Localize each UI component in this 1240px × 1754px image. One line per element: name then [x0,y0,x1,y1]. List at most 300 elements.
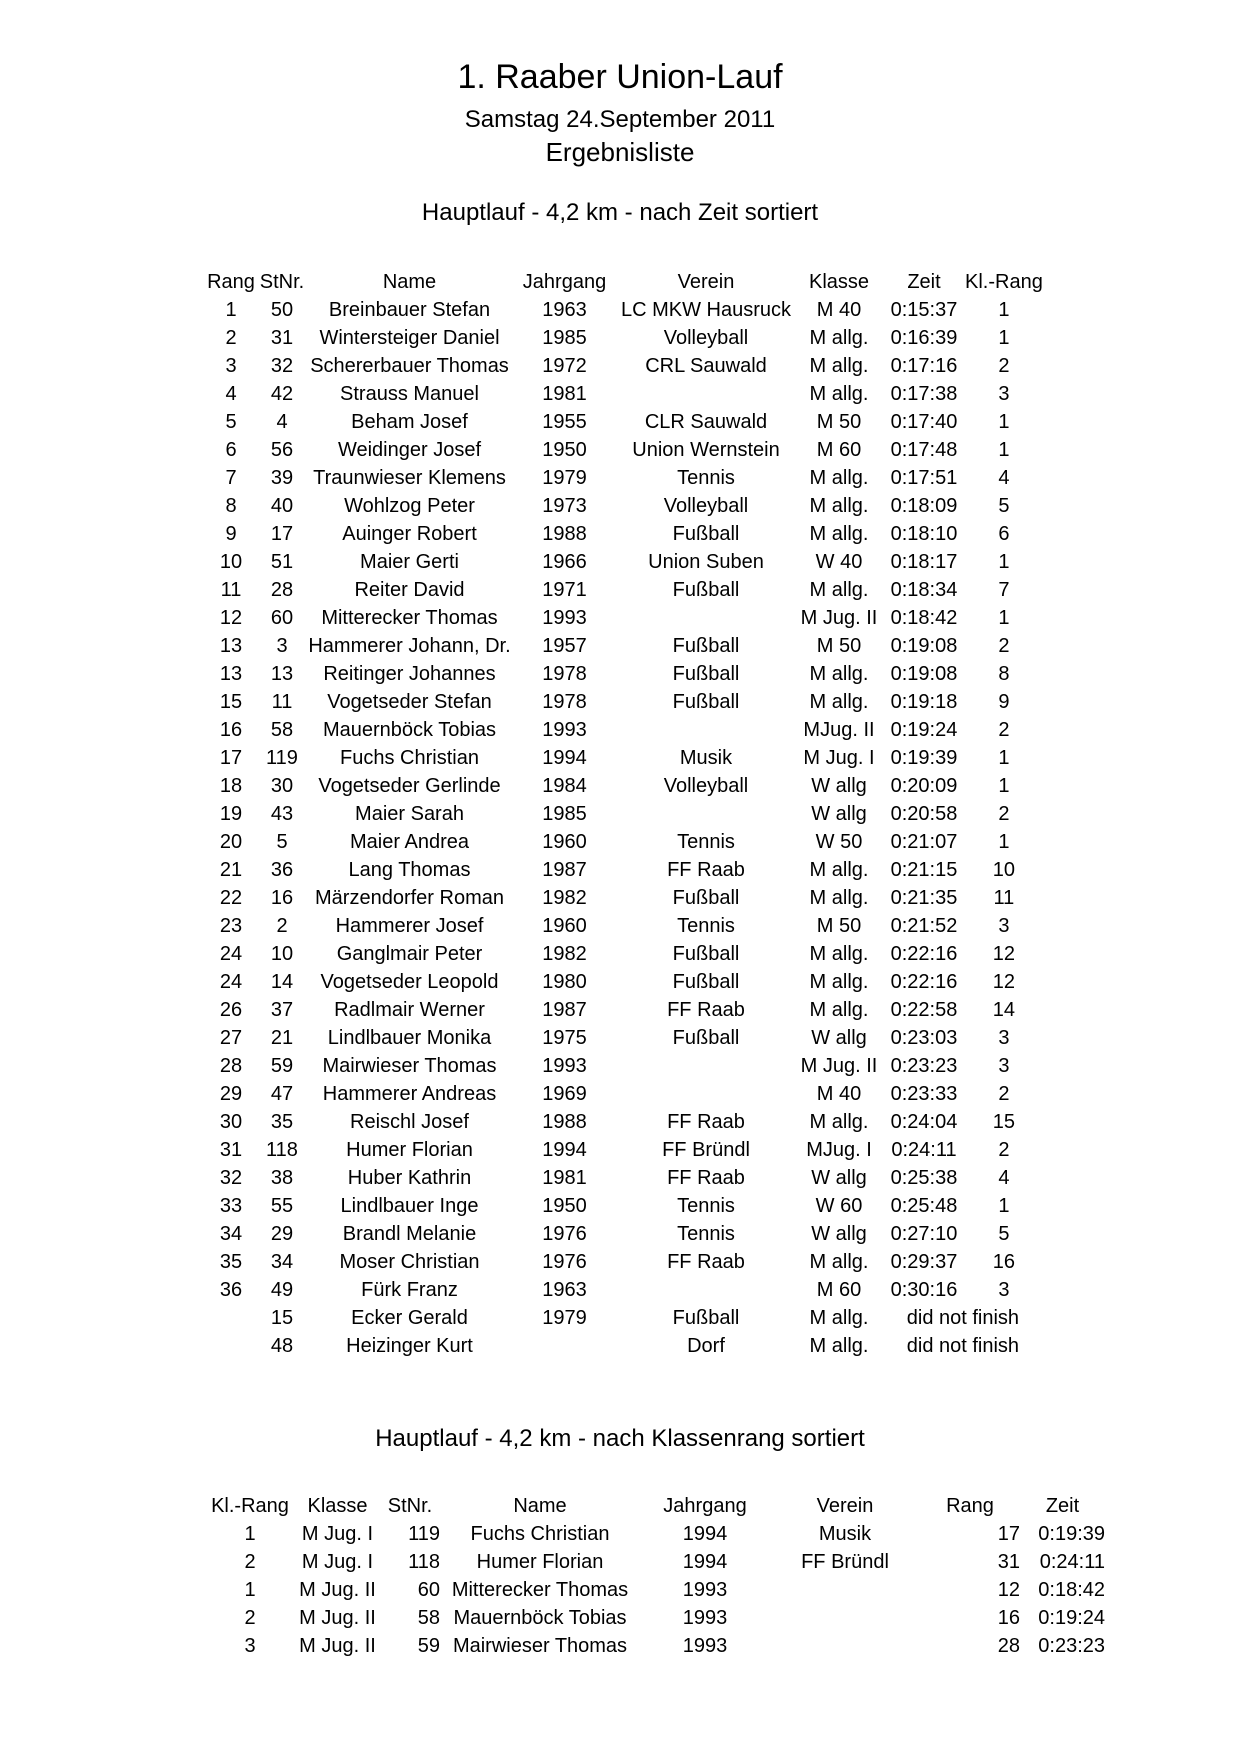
table-cell: 30 [270,775,294,797]
table-cell: 0:22:16 [890,971,958,993]
table-cell: 36 [270,859,294,881]
table-cell: 0:23:03 [890,1027,958,1049]
table-cell: 3 [998,1027,1010,1049]
table-cell: M Jug. II [800,1055,878,1077]
table-row [205,1304,1043,1332]
table-cell: Fußball [672,1307,740,1329]
table-cell: 31 [219,1139,243,1161]
table-cell: 51 [270,551,294,573]
page-title: 1. Raaber Union-Lauf [457,58,783,96]
table-cell: 0:21:15 [890,859,958,881]
table-cell: 28 [997,1635,1020,1657]
table-cell: MJug. II [803,719,875,741]
table-cell: 16 [219,719,243,741]
table-row [205,912,1043,940]
table-cell: 0:21:07 [890,831,958,853]
table-cell: W allg [811,1027,867,1049]
table-cell: 0:20:58 [890,803,958,825]
table-cell: Union Wernstein [632,439,780,461]
table-cell: LC MKW Hausruck [620,299,792,321]
table-cell: M Jug. I [301,1523,374,1545]
table-row [205,1164,1043,1192]
table-row [205,744,1043,772]
table-cell: 4 [225,383,237,405]
table-cell: 4 [998,467,1010,489]
table-cell: FF Raab [667,1251,745,1273]
table-cell: 1950 [542,439,587,461]
table-cell: 1984 [542,775,587,797]
column-header: Name [513,1495,567,1517]
table-cell: 50 [270,299,294,321]
table-cell: Lindlbauer Inge [340,1195,479,1217]
results-table-by-class [205,1492,1105,1660]
table-cell: M Jug. II [299,1579,376,1601]
results-table-by-time [205,268,1043,1360]
table-cell: Mitterecker Thomas [451,1579,629,1601]
table-cell: 14 [270,971,294,993]
table-cell: 3 [244,1635,256,1657]
table-row [205,828,1043,856]
table-cell: 0:19:18 [890,691,958,713]
table-row [205,1136,1043,1164]
table-cell: 5 [225,411,237,433]
table-cell: 13 [219,663,243,685]
table-cell: 0:17:40 [890,411,958,433]
column-header: Jahrgang [663,1495,747,1517]
table-row [205,1276,1043,1304]
table-cell: 1993 [682,1607,728,1629]
table-cell: Fürk Franz [361,1279,458,1301]
table-cell [617,716,795,744]
table-cell: 0:18:42 [1038,1579,1105,1601]
column-header: Kl.-Rang [965,271,1043,293]
table-cell: Breinbauer Stefan [328,299,491,321]
table-cell: FF Bründl [801,1551,889,1573]
table-cell: 43 [270,803,294,825]
table-cell: 1969 [542,1083,587,1105]
table-cell: M Jug. I [301,1551,374,1573]
table-cell: Strauss Manuel [340,383,479,405]
table-cell: 9 [225,523,237,545]
table-cell: 5 [998,495,1010,517]
table-cell: 13 [219,635,243,657]
table-cell: Vogetseder Stefan [327,691,492,713]
table-cell: 34 [270,1251,294,1273]
table-cell: 10 [219,551,243,573]
table-cell: Humer Florian [476,1551,604,1573]
table-cell: Auinger Robert [342,523,477,545]
table-cell: 1978 [542,663,587,685]
table-cell: 48 [270,1335,294,1357]
table-row [205,296,1043,324]
table-cell: Musik [818,1523,872,1545]
table-cell: 118 [266,1139,298,1161]
table-cell: 37 [270,999,294,1021]
table-cell: Fußball [672,663,740,685]
table-cell: 1 [225,299,237,321]
table-cell: M allg. [809,1335,869,1357]
table-cell: Beham Josef [351,411,468,433]
table-cell: 17 [270,523,294,545]
table-cell: 0:17:16 [890,355,958,377]
table-cell: FF Bründl [662,1139,750,1161]
table-cell: W 40 [815,551,863,573]
table-cell: Tennis [677,1195,735,1217]
table-cell: 2 [998,803,1010,825]
table-cell: Reischl Josef [350,1111,469,1133]
table-row [205,1248,1043,1276]
table-cell: 33 [219,1195,243,1217]
table-cell: 1985 [542,803,587,825]
table-cell: 11 [220,579,242,601]
table-cell: 1966 [542,551,587,573]
table-cell: Maier Andrea [350,831,469,853]
table-cell: 1 [998,299,1010,321]
table-cell: 6 [998,523,1010,545]
table-cell: 17 [219,747,243,769]
table-cell: Ganglmair Peter [336,943,483,965]
table-cell: 14 [992,999,1016,1021]
table-row [205,464,1043,492]
table-cell: 0:24:04 [890,1111,958,1133]
table-row [205,1604,1105,1632]
table-cell: 0:19:24 [890,719,958,741]
table-cell: M Jug. II [299,1635,376,1657]
table-cell: Mauernböck Tobias [322,719,497,741]
table-cell: MJug. I [806,1139,872,1161]
table-cell: 0:24:11 [891,1139,957,1161]
table-cell: 60 [270,607,294,629]
table-cell: Vogetseder Leopold [320,971,499,993]
table-cell: M Jug. I [803,747,875,769]
table-row [205,1332,1043,1360]
table-cell: 0:19:24 [1038,1607,1105,1629]
table-cell: 0:29:37 [890,1251,958,1273]
table-cell: 1994 [542,1139,587,1161]
table-cell: Fußball [672,943,740,965]
table-cell [770,1632,920,1660]
table-cell: Radlmair Werner [334,999,485,1021]
table-cell: 10 [270,943,294,965]
table-cell: 49 [270,1279,294,1301]
table-row [205,408,1043,436]
table-cell: Märzendorfer Roman [315,887,504,909]
table-cell: Weidinger Josef [337,439,482,461]
table-cell: Fußball [672,971,740,993]
table-cell: 4 [276,411,288,433]
table-cell: 1963 [542,1279,587,1301]
table-cell: 3 [998,383,1010,405]
table-row [205,996,1043,1024]
table-cell: 0:18:10 [890,523,958,545]
table-cell: 1 [998,1195,1010,1217]
column-header: Klasse [808,271,870,293]
table-cell: FF Raab [667,859,745,881]
table-cell: 10 [992,859,1016,881]
table-cell: 8 [998,663,1010,685]
table-row [205,380,1043,408]
table-cell: 24 [219,971,243,993]
table-cell: 56 [270,439,294,461]
table-row [205,716,1043,744]
table-cell: 31 [270,327,294,349]
table-cell: 1979 [542,1307,587,1329]
table-cell: 1 [244,1523,256,1545]
table-row [205,520,1043,548]
table-cell: FF Raab [667,1111,745,1133]
table-cell: Heizinger Kurt [346,1335,473,1357]
table-cell: 12 [219,607,243,629]
table-cell: 0:16:39 [890,327,958,349]
table-cell: Hammerer Johann, Dr. [308,635,511,657]
table-cell: Musik [679,747,733,769]
table-cell: 0:23:33 [890,1083,958,1105]
document-type: Ergebnisliste [545,137,695,167]
column-header: Klasse [307,1495,368,1517]
table-cell: M allg. [809,887,869,909]
table-cell: 1 [998,327,1010,349]
table-cell: 1975 [542,1027,587,1049]
table-cell: W allg [811,1167,867,1189]
table-cell: 1973 [542,495,587,517]
table-row [205,772,1043,800]
table-cell: 1960 [542,831,587,853]
table-cell: 0:21:52 [890,915,958,937]
table-cell: M 50 [816,915,862,937]
table-cell: Humer Florian [346,1139,473,1161]
table-cell: 55 [270,1195,294,1217]
table-row [205,884,1043,912]
event-date: Samstag 24.September 2011 [464,106,776,133]
table-cell: 39 [270,467,294,489]
table-cell: 22 [219,887,243,909]
table-cell: M allg. [809,355,869,377]
table-cell: 7 [225,467,237,489]
table-cell: M allg. [809,579,869,601]
table-row [205,660,1043,688]
table-cell: Fußball [672,523,740,545]
table-cell [617,380,795,408]
table-cell: 12 [992,971,1016,993]
table-row [205,1052,1043,1080]
table-cell: 20 [219,831,243,853]
table-cell: Fußball [672,691,740,713]
table-row [205,632,1043,660]
table-cell: 21 [270,1027,294,1049]
table-cell: M allg. [809,467,869,489]
table-cell: 18 [219,775,243,797]
table-cell: 0:23:23 [1038,1635,1105,1657]
table-cell: M 50 [816,411,862,433]
table-cell: W allg [811,1223,867,1245]
column-header: StNr. [259,271,305,293]
table-cell: 2 [998,635,1010,657]
table-cell: 1971 [542,579,587,601]
table-cell: M allg. [809,971,869,993]
table-cell: Tennis [677,467,735,489]
table-row [205,1548,1105,1576]
column-header: Jahrgang [522,271,607,293]
table-cell: 0:27:10 [890,1223,958,1245]
table-row [205,436,1043,464]
table-cell: 1993 [542,719,587,741]
table-cell: 0:18:17 [890,551,958,573]
table-cell: M allg. [809,1307,869,1329]
table-cell: 0:30:16 [890,1279,958,1301]
table-cell: 1982 [542,943,587,965]
column-header: Rang [207,271,255,293]
table-cell: 3 [998,1279,1010,1301]
table-cell: CLR Sauwald [644,411,768,433]
table-cell: 0:17:48 [890,439,958,461]
table-cell: 0:19:39 [890,747,958,769]
table-cell: M Jug. II [800,607,878,629]
table-cell: 2 [998,355,1010,377]
table-cell: W 50 [815,831,863,853]
table-cell: 2 [225,327,237,349]
table-cell: 0:22:58 [890,999,958,1021]
table-cell: M allg. [809,1111,869,1133]
table-cell: 0:17:51 [890,467,958,489]
table-cell: 0:18:34 [890,579,958,601]
table-cell: Ecker Gerald [351,1307,468,1329]
table-cell: 1 [998,831,1010,853]
table-cell: 1972 [542,355,587,377]
table-cell: 1985 [542,327,587,349]
table-cell: Brandl Melanie [342,1223,477,1245]
table-cell: 0:23:23 [890,1055,958,1077]
column-header: Zeit [907,271,941,293]
table-cell: 0:24:11 [1039,1551,1105,1573]
table-cell: 60 [417,1579,440,1601]
column-header: Verein [677,271,735,293]
table-cell: 1981 [542,1167,587,1189]
table-cell: 1955 [542,411,587,433]
table-row [205,1024,1043,1052]
table-row [205,324,1043,352]
table-cell: 16 [270,887,294,909]
table-row [205,1220,1043,1248]
table-cell: 2 [244,1551,256,1573]
table-cell [770,1576,920,1604]
table-cell: Traunwieser Klemens [313,467,506,489]
table-cell: 58 [417,1607,440,1629]
table-cell [512,1332,617,1360]
table-cell [205,1332,257,1360]
table-cell: Lang Thomas [348,859,471,881]
table-cell: 8 [225,495,237,517]
table-cell: Huber Kathrin [347,1167,472,1189]
table-cell: 12 [997,1579,1020,1601]
table-cell: M allg. [809,663,869,685]
table-cell: 1993 [542,1055,587,1077]
table-cell: 2 [998,719,1010,741]
table-cell: Fußball [672,887,740,909]
table-cell: did not finish [906,1335,1020,1357]
table-cell: 0:25:38 [890,1167,958,1189]
table-cell: 9 [998,691,1010,713]
table-cell: 2 [998,1139,1010,1161]
table-cell: 1987 [542,999,587,1021]
table-cell: 0:18:09 [890,495,958,517]
table-cell: 1980 [542,971,587,993]
table-cell: Dorf [687,1335,725,1357]
table-cell: M allg. [809,383,869,405]
table-cell: Vogetseder Gerlinde [318,775,501,797]
table-cell: 1993 [682,1635,728,1657]
table-cell: 0:21:35 [890,887,958,909]
section-heading-by-time: Hauptlauf - 4,2 km - nach Zeit sortiert [421,199,819,226]
table-row [205,1080,1043,1108]
table-header-row [205,1492,1105,1520]
table-row [205,856,1043,884]
table-cell: M 40 [816,299,862,321]
table-cell: 3 [276,635,288,657]
table-cell: Volleyball [663,327,749,349]
table-cell: 11 [993,887,1015,909]
table-cell: Fußball [672,579,740,601]
table-cell: 1978 [542,691,587,713]
table-row [205,968,1043,996]
table-cell: M allg. [809,999,869,1021]
table-cell: 1979 [542,467,587,489]
table-cell: M allg. [809,523,869,545]
table-cell: M allg. [809,495,869,517]
table-cell: 1994 [682,1551,728,1573]
table-cell: 1 [998,411,1010,433]
table-cell: Mairwieser Thomas [322,1055,497,1077]
table-cell: 15 [270,1307,294,1329]
table-cell: 0:18:42 [890,607,958,629]
table-cell: 12 [992,943,1016,965]
table-cell: 1988 [542,1111,587,1133]
table-row [205,604,1043,632]
table-cell: 21 [219,859,243,881]
table-cell: 0:19:39 [1038,1523,1105,1545]
table-cell: 1993 [542,607,587,629]
table-cell: 16 [997,1607,1020,1629]
section-heading-by-class: Hauptlauf - 4,2 km - nach Klassenrang sortiert [375,1425,865,1452]
table-row [205,1576,1105,1604]
table-row [205,576,1043,604]
table-cell: Mitterecker Thomas [321,607,498,629]
table-cell: FF Raab [667,999,745,1021]
table-cell: Hammerer Josef [335,915,484,937]
table-cell: Mairwieser Thomas [452,1635,628,1657]
table-row [205,940,1043,968]
table-cell [617,1080,795,1108]
table-cell: 3 [998,915,1010,937]
table-cell: 3 [225,355,237,377]
table-cell: 23 [219,915,243,937]
table-cell: 0:19:08 [890,635,958,657]
table-cell: 15 [992,1111,1016,1133]
table-cell: 29 [219,1083,243,1105]
table-cell: M Jug. II [299,1607,376,1629]
table-cell: 1994 [542,747,587,769]
table-cell: Moser Christian [339,1251,480,1273]
column-header: Kl.-Rang [211,1495,289,1517]
table-cell: did not finish [906,1307,1020,1329]
table-cell [617,800,795,828]
table-cell [770,1604,920,1632]
table-cell: Tennis [677,915,735,937]
table-cell: Volleyball [663,775,749,797]
table-cell: 59 [270,1055,294,1077]
table-cell: 1 [998,747,1010,769]
table-cell: M 60 [816,439,862,461]
table-cell: 2 [276,915,288,937]
